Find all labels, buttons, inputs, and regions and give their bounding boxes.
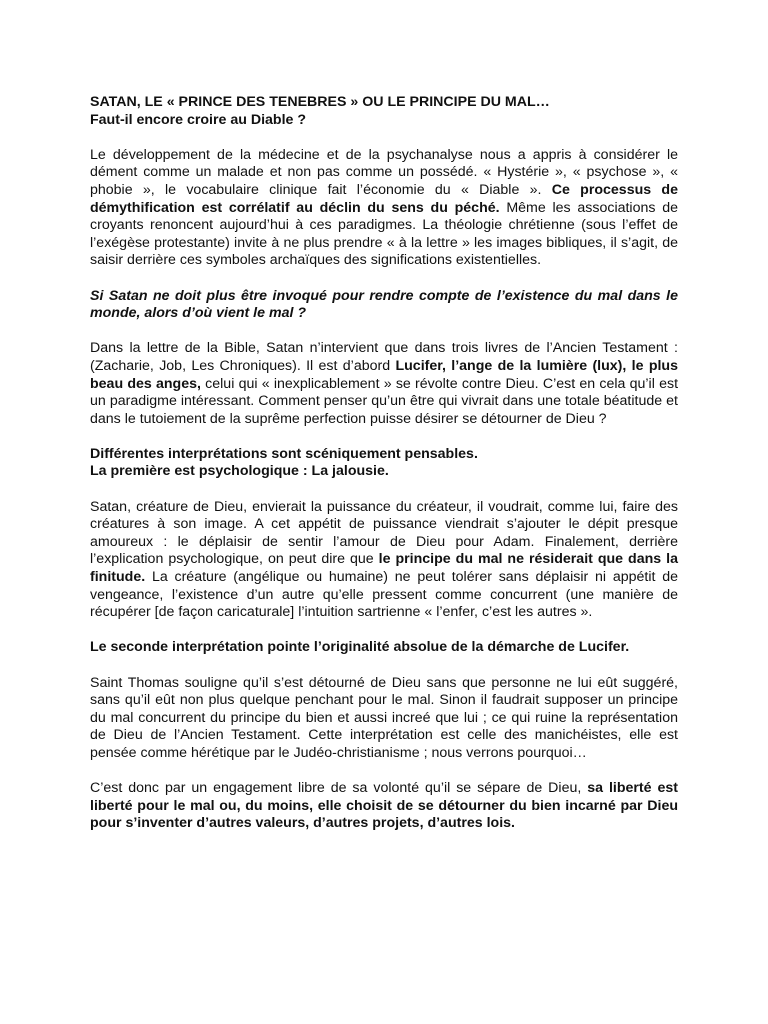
liberte-bold-text: sa liberté est liberté pour le mal ou, du moins, elle choisit de se détourner du bien incarné par Dieu pour s’inventer d’autres valeurs, d’autres projets, d’autres lois. <box>90 780 678 832</box>
jalousie-text: Satan, créature de Dieu, envierait la puissance du créateur, il voudrait, comme lui, faire des créatures à son image. A cet appétit de puissance viendrait s’ajouter le dépit presque amoureux : le déplaisir de sentir l’amour de Dieu pour Adam. Finalement, derrière l’explication psychologique, on peut dire que <box>90 498 678 568</box>
jalousie-bold-text: le principe du mal ne résiderait que dans la finitude. <box>90 551 678 586</box>
liberte-paragraph <box>90 780 678 833</box>
heading-line: Différentes interprétations sont scéniquement pensables. <box>90 445 478 462</box>
intro-text-end: Même les associations de croyants renoncent aujourd’hui à ces paradigmes. La théologie chrétienne (sous l’effet de l’exégèse protestante) invite à ne plus prendre « à la lettre » les images bibliques, il s’agit, de saisir derrière ces symboles archaïques des significations existentielles. <box>90 199 678 269</box>
jalousie-text-end: La créature (angélique ou humaine) ne peut tolérer sans déplaisir ni appétit de vengeance, l’existence d’un autre qu’elle pressent comme concurrent (une manière de récupérer [de façon caricaturale] l’intuition sartrienne « l’enfer, c’est les autres ». <box>90 569 678 621</box>
bible-text: Dans la lettre de la Bible, Satan n’intervient que dans trois livres de l’Ancien Testament : (Zacharie, Job, Les Chroniques). Il est d’abord <box>90 340 678 374</box>
intro-bold-text: Ce processus de démythification est corrélatif au déclin du sens du péché. <box>90 181 678 216</box>
bible-paragraph <box>90 340 678 428</box>
bible-bold-text: Lucifer, l’ange de la lumière (lux), le plus beau des anges, <box>90 357 678 392</box>
section-heading-psychologique <box>90 446 678 481</box>
heading-line: La première est psychologique : La jalousie. <box>90 463 389 480</box>
question-paragraph: Si Satan ne doit plus être invoqué pour rendre compte de l’existence du mal dans le monde, alors d’où vient le mal ? <box>90 287 678 322</box>
intro-text: Le développement de la médecine et de la psychanalyse nous a appris à considérer le dément comme un malade et non pas comme un possédé. « Hystérie », « psychose », « phobie », le vocabulaire clinique fait l’économie du « Diable ». <box>90 146 678 198</box>
subtitle-line: Faut-il encore croire au Diable ? <box>90 111 307 128</box>
title-line: SATAN, LE « PRINCE DES TENEBRES » OU LE PRINCIPE DU MAL… <box>90 94 550 110</box>
section-heading-lucifer: Le seconde interprétation pointe l’originalité absolue de la démarche de Lucifer. <box>90 639 630 656</box>
liberte-text: C’est donc par un engagement libre de sa volonté qu’il se sépare de Dieu, <box>90 780 588 797</box>
thomas-paragraph: Saint Thomas souligne qu’il s’est détourné de Dieu sans que personne ne lui eût suggéré, sans qu’il eût non plus quelque penchant pour le mal. Sinon il faudrait supposer un principe du mal concurrent du principe du bien et aussi increé que lui ; ce qui ruine la représentation de Dieu de l’Ancien Testament. Cette interprétation est celle des manichéistes, elle est pensée comme hérétique par le Judéo-christianisme ; nous verrons pourquoi… <box>90 674 678 761</box>
document-page <box>90 94 678 851</box>
intro-paragraph <box>90 147 678 270</box>
bible-text-end: celui qui « inexplicablement » se révolte contre Dieu. C’est en cela qu’il est un paradigme intéressant. Comment penser qu’un être qui vivrait dans une totale béatitude et dans le tutoiement de la suprême perfection puisse désirer se détourner de Dieu ? <box>90 375 679 427</box>
jalousie-paragraph <box>90 499 678 622</box>
document-title <box>90 94 678 129</box>
